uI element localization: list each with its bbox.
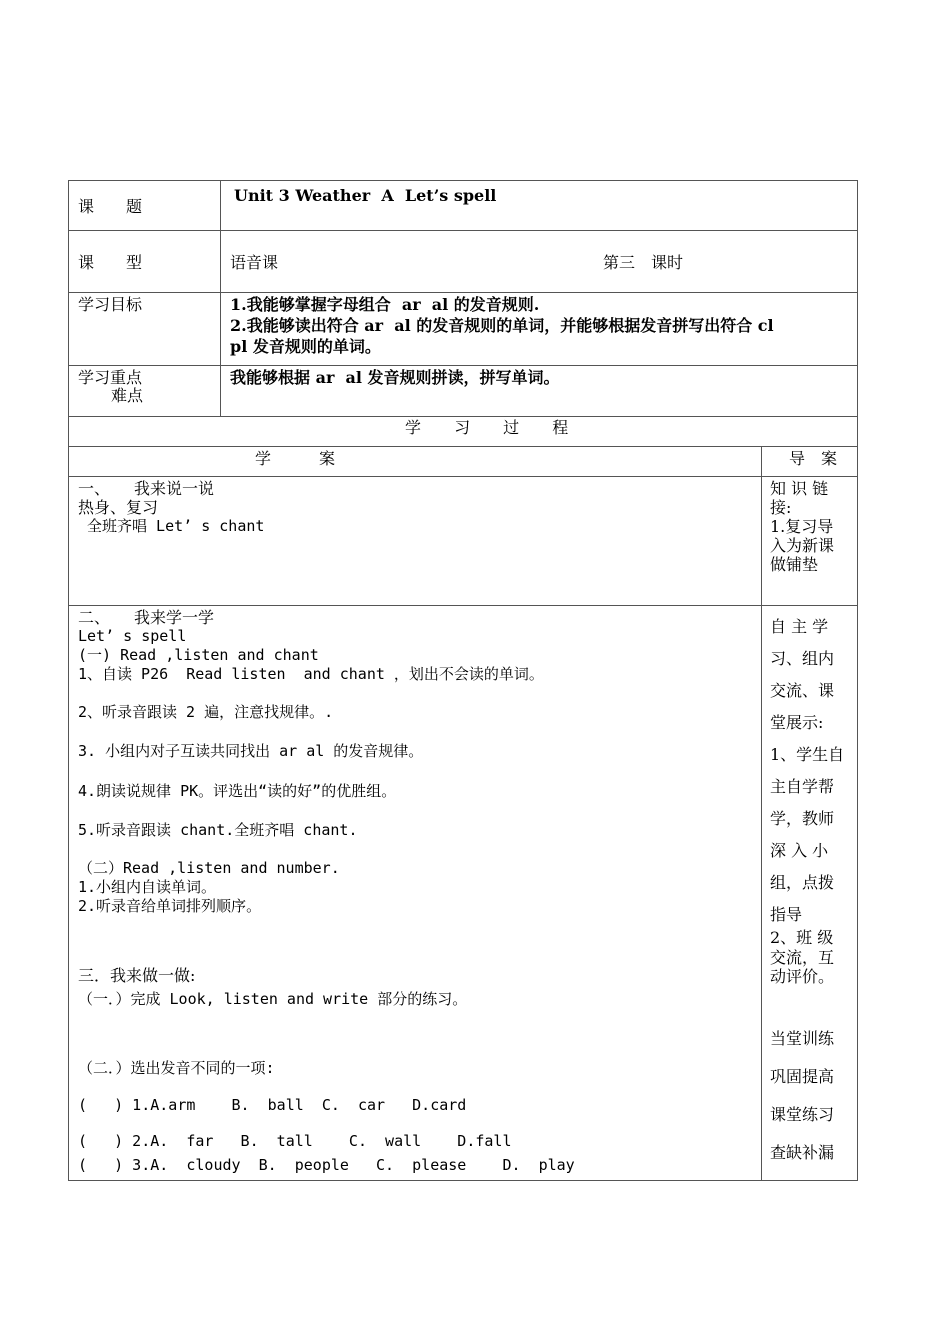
section2-guide: 指导	[770, 905, 803, 924]
row-divider	[68, 416, 858, 417]
type-value: 语音课	[230, 253, 279, 272]
section1-guide: 做铺垫	[770, 555, 819, 574]
section2-guide: 深 入 小	[770, 841, 829, 860]
topic-value: Unit 3 Weather A Let’s spell	[234, 186, 497, 205]
section2-guide: 1、学生自	[770, 745, 845, 764]
section2-line: 5.听录音跟读 chant.全班齐唱 chant.	[78, 821, 358, 839]
section3-guide: 当堂训练	[770, 1029, 835, 1048]
plan-column-header: 学 案	[255, 449, 336, 468]
section2-guide: 交流、课	[770, 681, 835, 700]
section2-guide: 学，教师	[770, 809, 835, 828]
section2-title: 二、 我来学一学	[78, 608, 215, 627]
section2-guide: 堂展示:	[770, 713, 824, 732]
section2-line: Let’ s spell	[78, 627, 187, 645]
section2-line: 3. 小组内对子互读共同找出 ar al 的发音规律。	[78, 742, 424, 760]
section3-sub2: （二．）选出发音不同的一项:	[78, 1059, 275, 1077]
section2-guide: 组，点拨	[770, 873, 835, 892]
type-label: 课 型	[78, 253, 143, 272]
section2-guide: 动评价。	[770, 967, 835, 986]
section2-line: 1.小组内自读单词。	[78, 878, 217, 896]
row-divider	[68, 292, 858, 293]
period-value: 第三 课时	[603, 253, 684, 272]
guide-column-header: 导 案	[789, 449, 838, 468]
row-divider	[68, 476, 858, 477]
section2-line: (一) Read ,listen and chant	[78, 646, 319, 664]
topic-label: 课 题	[78, 197, 143, 216]
section2-line: （二）Read ,listen and number.	[78, 859, 340, 877]
section1-guide: 接:	[770, 498, 792, 517]
section2-line: 2、听录音跟读 2 遍，注意找规律。.	[78, 703, 334, 721]
key-value: 我能够根据 ar al 发音规则拼读，拼写单词。	[230, 368, 560, 387]
section2-guide: 主自学帮	[770, 777, 835, 796]
section1-line: 全班齐唱 Let’ s chant	[78, 517, 265, 535]
goals-line-2: 2.我能够读出符合 ar al 的发音规则的单词，并能够根据发音拼写出符合 cl	[230, 316, 774, 335]
section2-line: 4.朗读说规律 PK。评选出“读的好”的优胜组。	[78, 782, 397, 800]
section3-guide: 巩固提高	[770, 1067, 835, 1086]
col-divider	[220, 180, 221, 416]
section3-guide: 查缺补漏	[770, 1143, 835, 1162]
quiz-question-2: ( ) 2.A. far B. tall C. wall D.fall	[78, 1132, 512, 1150]
section1-guide: 入为新课	[770, 536, 835, 555]
section2-guide: 交流，互	[770, 948, 835, 967]
section3-guide: 课堂练习	[770, 1105, 835, 1124]
key-label-1: 学习重点	[78, 368, 143, 387]
process-title: 学 习 过 程	[405, 418, 583, 437]
section1-line: 热身、复习	[78, 498, 159, 517]
section1-guide: 1.复习导	[770, 517, 834, 536]
key-label-2: 难点	[111, 386, 144, 405]
section3-title: 三．我来做一做:	[78, 966, 196, 985]
section2-guide: 自 主 学	[770, 617, 829, 636]
row-divider	[68, 230, 858, 231]
goals-line-3: pl 发音规则的单词。	[230, 337, 381, 356]
row-divider	[68, 365, 858, 366]
row-divider	[68, 446, 858, 447]
section3-sub1: （一．）完成 Look, listen and write 部分的练习。	[78, 990, 468, 1008]
section2-guide: 习、组内	[770, 649, 835, 668]
section1-title: 一、 我来说一说	[78, 479, 215, 498]
quiz-question-1: ( ) 1.A.arm B. ball C. car D.card	[78, 1096, 467, 1114]
row-divider	[68, 605, 858, 606]
goals-line-1: 1.我能够掌握字母组合 ar al 的发音规则.	[230, 295, 540, 314]
quiz-question-3: ( ) 3.A. cloudy B. people C. please D. play	[78, 1156, 575, 1174]
col-divider	[761, 446, 762, 1181]
section2-line: 2.听录音给单词排列顺序。	[78, 897, 262, 915]
section1-guide: 知 识 链	[770, 479, 829, 498]
goals-label: 学习目标	[78, 295, 143, 314]
section2-guide: 2、班 级	[770, 928, 834, 947]
section2-line: 1、自读 P26 Read listen and chant ，划出不会读的单词。	[78, 665, 544, 683]
